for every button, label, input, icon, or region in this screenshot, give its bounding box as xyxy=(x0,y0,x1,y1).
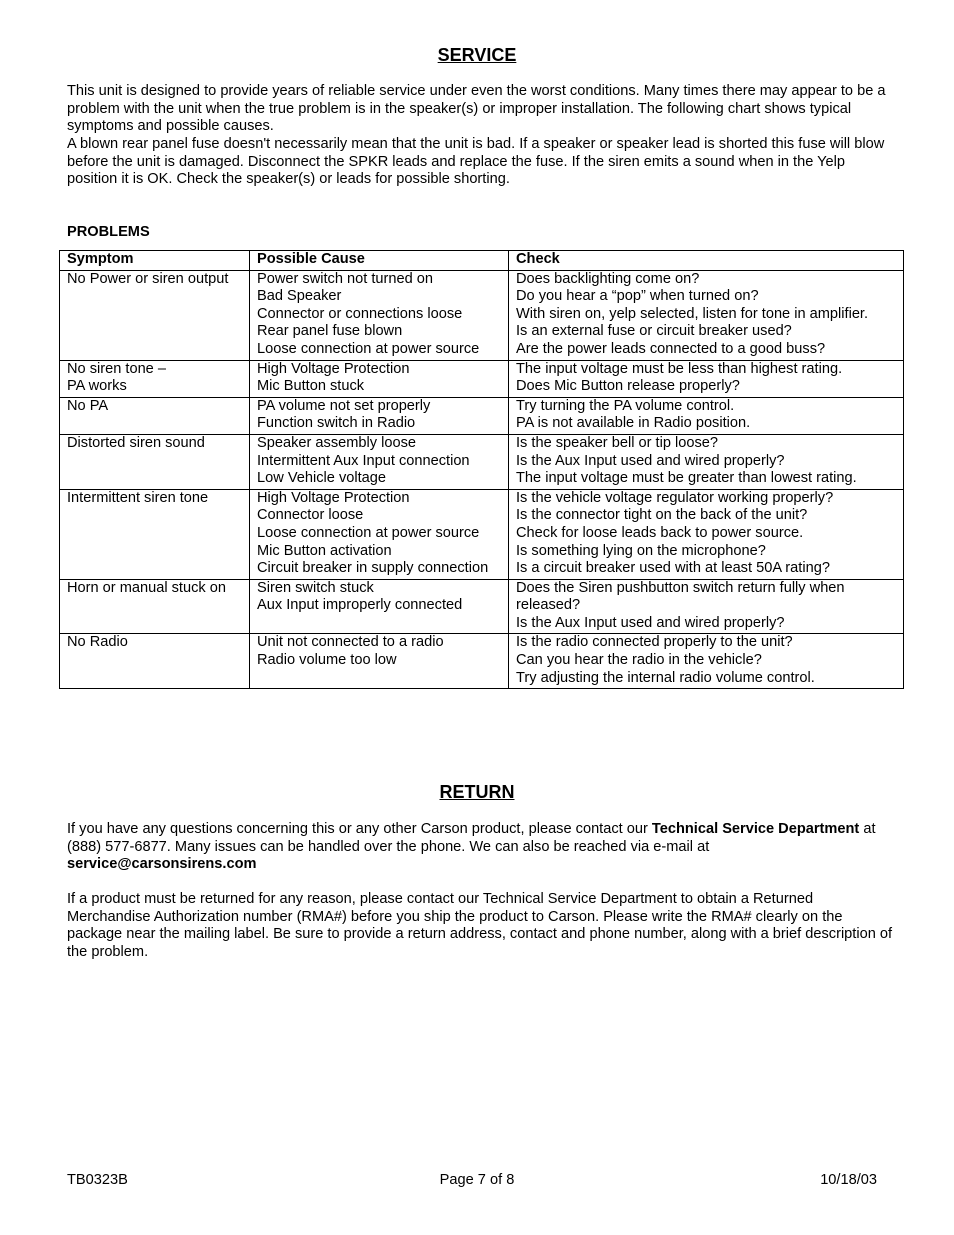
check-line: Is the speaker bell or tip loose? xyxy=(516,434,718,451)
check-line: Try turning the PA volume control. xyxy=(516,397,735,414)
symptom-cell xyxy=(60,397,250,434)
check-line: With siren on, yelp selected, listen for tone in amplifier. xyxy=(516,305,869,322)
symptom-line: Horn or manual stuck on xyxy=(67,579,226,596)
check-line: Is the radio connected properly to the unit? xyxy=(516,634,793,651)
problems-table-body xyxy=(60,270,904,689)
check-line: Is a circuit breaker used with at least 50A rating? xyxy=(516,560,830,577)
check-cell xyxy=(509,360,904,397)
check-line: Is the Aux Input used and wired properly? xyxy=(516,614,785,631)
check-cell xyxy=(509,397,904,434)
symptom-cell xyxy=(60,489,250,579)
table-row xyxy=(60,270,904,360)
check-cell xyxy=(509,489,904,579)
check-cell xyxy=(509,270,904,360)
cause-line: Bad Speaker xyxy=(257,288,342,305)
header-symptom: Symptom xyxy=(60,251,250,271)
cause-line: High Voltage Protection xyxy=(257,489,410,506)
cause-line: Rear panel fuse blown xyxy=(257,323,403,340)
check-line: Can you hear the radio in the vehicle? xyxy=(516,652,762,669)
cause-line: Connector loose xyxy=(257,507,364,524)
cause-line: Mic Button stuck xyxy=(257,378,365,395)
check-line: Is the connector tight on the back of the unit? xyxy=(516,507,808,524)
check-line: Check for loose leads back to power source. xyxy=(516,524,804,541)
check-line: Does backlighting come on? xyxy=(516,270,700,287)
check-line: Is the vehicle voltage regulator working properly? xyxy=(516,489,834,506)
return-contact-text-a: If you have any questions concerning this or any other Carson product, please contact our xyxy=(67,821,652,837)
footer-date: 10/18/03 xyxy=(820,1172,877,1188)
return-contact-paragraph xyxy=(67,821,897,874)
symptom-line: Intermittent siren tone xyxy=(67,489,209,506)
table-row xyxy=(60,579,904,634)
check-line: Is an external fuse or circuit breaker used? xyxy=(516,323,792,340)
check-cell xyxy=(509,434,904,489)
header-check: Check xyxy=(509,251,904,271)
symptom-line: No Radio xyxy=(67,634,128,651)
return-contact-text-b: at (888) 577-6877. Many issues can be handled over the phone. We can also be reached via e-mail at xyxy=(67,821,876,855)
footer-doc-id: TB0323B xyxy=(67,1172,128,1188)
symptom-line: PA works xyxy=(67,378,127,395)
service-intro-paragraph: This unit is designed to provide years of reliable service under even the worst conditions. Many times there may appear to be a problem with the unit when the true problem is in the speaker(s) or improper installation. The following chart shows typical symptoms and possible causes. xyxy=(67,83,886,135)
symptom-cell xyxy=(60,270,250,360)
check-line: Is the Aux Input used and wired properly? xyxy=(516,452,785,469)
problems-table xyxy=(59,250,904,689)
header-possible-cause: Possible Cause xyxy=(250,251,509,271)
check-line: PA is not available in Radio position. xyxy=(516,415,751,432)
cause-line: Power switch not turned on xyxy=(257,270,434,287)
cause-cell xyxy=(250,360,509,397)
service-email: service@carsonsirens.com xyxy=(67,856,257,873)
check-line: The input voltage must be greater than lowest rating. xyxy=(516,470,857,487)
table-row xyxy=(60,634,904,689)
service-heading: SERVICE xyxy=(437,45,517,65)
check-line: Try adjusting the internal radio volume control. xyxy=(516,669,815,686)
cause-line: Aux Input improperly connected xyxy=(257,597,463,614)
footer-page-number: Page 7 of 8 xyxy=(439,1172,515,1188)
cause-line: Radio volume too low xyxy=(257,652,397,669)
table-row xyxy=(60,489,904,579)
check-line: The input voltage must be less than highest rating. xyxy=(516,360,843,377)
problems-label: PROBLEMS xyxy=(67,224,150,240)
cause-line: Speaker assembly loose xyxy=(257,434,416,451)
return-heading: RETURN xyxy=(439,782,515,802)
cause-line: Connector or connections loose xyxy=(257,305,463,322)
cause-line: Siren switch stuck xyxy=(257,579,374,596)
cause-line: Loose connection at power source xyxy=(257,524,480,541)
cause-line: Mic Button activation xyxy=(257,542,392,559)
cause-cell xyxy=(250,634,509,689)
technical-service-department-label: Technical Service Department xyxy=(651,821,860,837)
table-row xyxy=(60,360,904,397)
cause-cell xyxy=(250,270,509,360)
symptom-line: No siren tone – xyxy=(67,360,166,377)
table-row xyxy=(60,397,904,434)
cause-line: PA volume not set properly xyxy=(257,397,431,414)
check-line: Is something lying on the microphone? xyxy=(516,542,766,559)
cause-cell xyxy=(250,579,509,634)
return-rma-paragraph: If a product must be returned for any reason, please contact our Technical Service Department to obtain a Returned Merchandise Authorization number (RMA#) before you ship the product to Carson. Please write the RMA# clearly on the package near the mailing label. Be sure to provide a return address, contact and phone number, along with a brief description of the problem. xyxy=(67,891,893,960)
symptom-cell xyxy=(60,360,250,397)
cause-cell xyxy=(250,434,509,489)
problems-header-row xyxy=(60,251,904,271)
symptom-line: No PA xyxy=(67,397,109,414)
symptom-cell xyxy=(60,434,250,489)
cause-line: Low Vehicle voltage xyxy=(257,470,386,487)
table-row xyxy=(60,434,904,489)
cause-line: Circuit breaker in supply connection xyxy=(257,560,489,577)
symptom-line: No Power or siren output xyxy=(67,270,229,287)
check-cell xyxy=(509,634,904,689)
cause-line: High Voltage Protection xyxy=(257,360,410,377)
symptom-cell xyxy=(60,634,250,689)
check-line: Does Mic Button release properly? xyxy=(516,378,740,395)
symptom-line: Distorted siren sound xyxy=(67,434,205,451)
symptom-cell xyxy=(60,579,250,634)
cause-cell xyxy=(250,397,509,434)
cause-line: Loose connection at power source xyxy=(257,340,480,357)
check-line: Does the Siren pushbutton switch return fully when released? xyxy=(516,579,845,614)
service-fuse-paragraph: A blown rear panel fuse doesn't necessarily mean that the unit is bad. If a speaker or speaker lead is shorted this fuse will blow before the unit is damaged. Disconnect the SPKR leads and replace the fuse. If the siren emits a sound when in the Yelp position it is OK. Check the speaker(s) or leads for possible shorting. xyxy=(67,136,885,188)
check-line: Are the power leads connected to a good buss? xyxy=(516,340,826,357)
cause-line: Intermittent Aux Input connection xyxy=(257,452,470,469)
cause-line: Unit not connected to a radio xyxy=(257,634,444,651)
cause-cell xyxy=(250,489,509,579)
check-cell xyxy=(509,579,904,634)
cause-line: Function switch in Radio xyxy=(257,415,416,432)
check-line: Do you hear a “pop” when turned on? xyxy=(516,288,759,305)
